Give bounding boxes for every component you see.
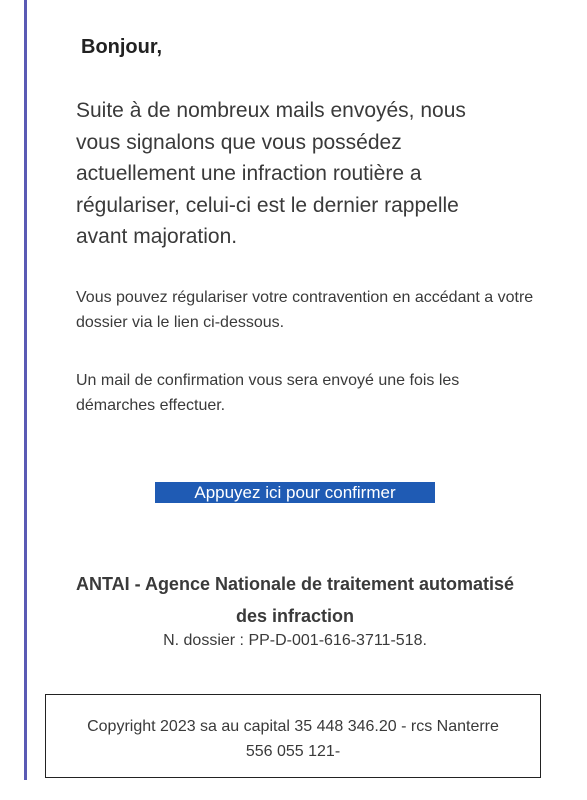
- confirmation-paragraph: Un mail de confirmation vous sera envoyé une fois les démarches effectuer.: [76, 372, 460, 414]
- footer-box: [45, 694, 541, 778]
- left-accent-rule: [24, 0, 27, 780]
- copyright-text: Copyright 2023 sa au capital 35 448 346.20 - rcs Nanterre 556 055 121-: [87, 718, 499, 760]
- dossier-number: N. dossier : PP-D-001-616-3711-518.: [163, 632, 427, 649]
- organization-name: ANTAI - Agence Nationale de traitement automatisé des infraction: [75, 574, 515, 626]
- regularize-paragraph: Vous pouvez régulariser votre contravention en accédant a votre dossier via le lien ci-dessous.: [76, 289, 534, 331]
- greeting: Bonjour,: [81, 36, 163, 58]
- confirm-button[interactable]: Appuyez ici pour confirmer: [155, 482, 435, 503]
- intro-paragraph: Suite à de nombreux mails envoyés, nous vous signalons que vous possédez actuellement une infraction routière a régulariser, celui-ci est le dernier rappelle avant majoration.: [76, 99, 466, 248]
